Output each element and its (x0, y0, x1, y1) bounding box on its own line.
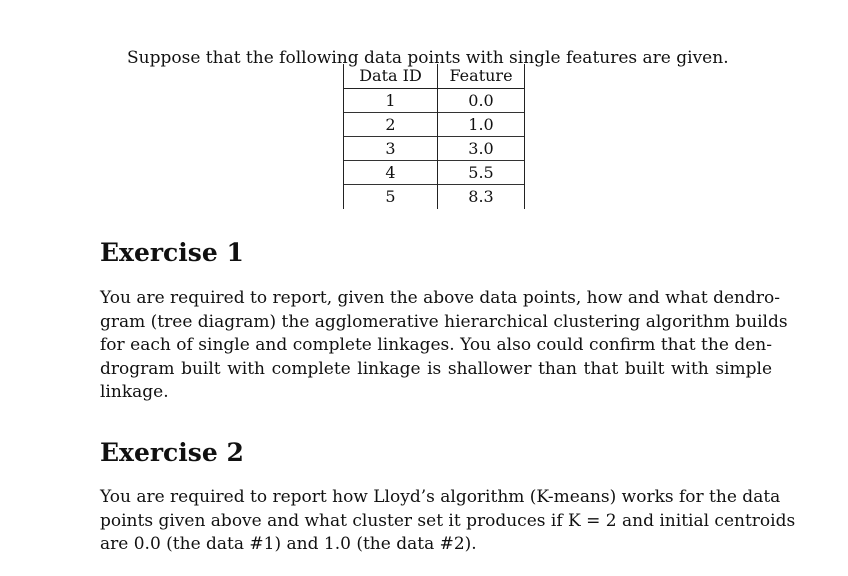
table-row (344, 161, 525, 185)
cell-data-id: 3 (344, 137, 438, 161)
exercise-1-line: for each of single and complete linkages. You also could confirm that the den- (100, 335, 772, 355)
cell-data-id: 2 (344, 113, 438, 137)
exercise-2-paragraph (100, 486, 796, 557)
table-row (344, 89, 525, 113)
exercise-2-line: are 0.0 (the data #1) and 1.0 (the data #2). (100, 534, 477, 554)
exercise-2-line: points given above and what cluster set it produces if K = 2 and initial centroids (100, 510, 796, 531)
exercise-2-heading: Exercise 2 (100, 438, 244, 467)
cell-feature: 0.0 (438, 89, 525, 113)
exercise-1-line: gram (tree diagram) the agglomerative hierarchical clustering algorithm builds (100, 311, 788, 332)
table-header-row (344, 64, 525, 89)
data-table (343, 64, 525, 209)
table-row (344, 185, 525, 210)
cell-feature: 3.0 (438, 137, 525, 161)
cell-data-id: 5 (344, 185, 438, 210)
cell-feature: 1.0 (438, 113, 525, 137)
cell-feature: 5.5 (438, 161, 525, 185)
column-header-data-id: Data ID (344, 64, 438, 89)
exercise-1-line: linkage. (100, 382, 169, 402)
cell-feature: 8.3 (438, 185, 525, 210)
table-row (344, 137, 525, 161)
exercise-1-line: drogram built with complete linkage is shallower than that built with simple (100, 358, 772, 379)
cell-data-id: 1 (344, 89, 438, 113)
cell-data-id: 4 (344, 161, 438, 185)
intro-text: Suppose that the following data points with single features are given. (127, 48, 729, 68)
exercise-1-heading: Exercise 1 (100, 238, 244, 267)
exercise-1-line: You are required to report, given the above data points, how and what dendro- (100, 288, 780, 308)
table-row (344, 113, 525, 137)
exercise-2-line: You are required to report how Lloyd’s algorithm (K-means) works for the data (100, 487, 781, 507)
column-header-feature: Feature (438, 64, 525, 89)
exercise-1-paragraph (100, 287, 788, 405)
